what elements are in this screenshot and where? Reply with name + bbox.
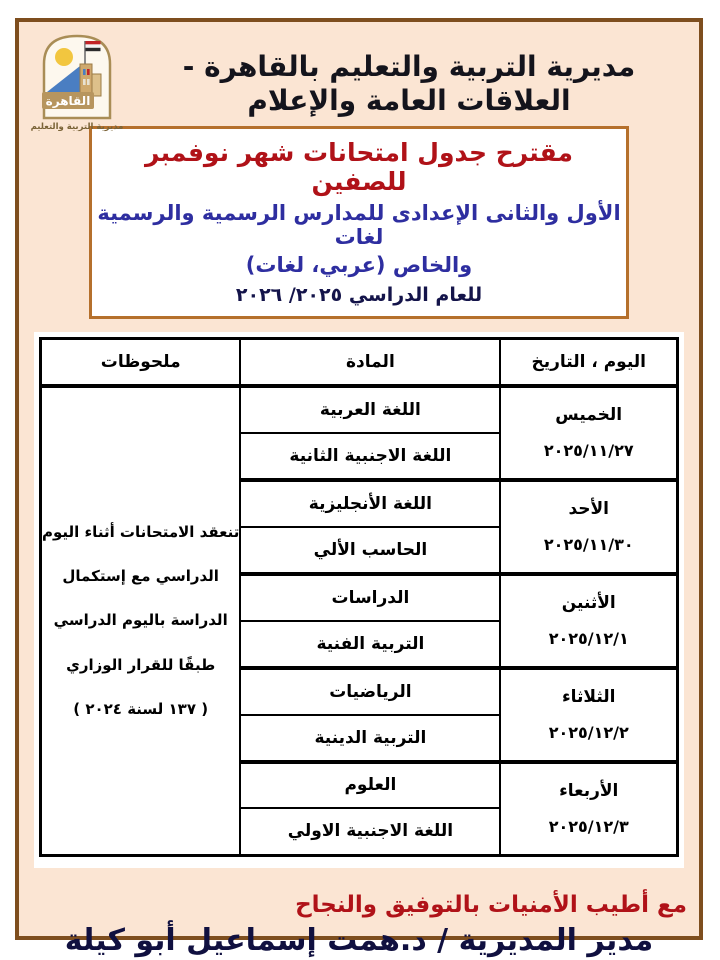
day-name: الأثنين [561, 593, 616, 614]
egypt-flag-icon [86, 41, 101, 51]
title-line-2: الأول والثانى الإعدادى للمدارس الرسمية والرسمية لغات [97, 201, 621, 249]
table-row [41, 386, 678, 433]
subject-cell: اللغة الأنجليزية [240, 480, 500, 527]
subject-cell: الدراسات [240, 574, 500, 621]
header [19, 22, 699, 132]
subject-cell: اللغة الاجنبية الثانية [240, 433, 500, 480]
title-line-1: مقترح جدول امتحانات شهر نوفمبر للصفين [145, 138, 573, 196]
cairo-directorate-logo [29, 28, 125, 132]
notes-line: الدراسي مع إستكمال [62, 567, 219, 586]
subject-cell: العلوم [240, 762, 500, 809]
subject-cell: اللغة العربية [240, 386, 500, 433]
notes-line: تنعقد الامتحانات أثناء اليوم [42, 522, 240, 541]
day-cell-wednesday [500, 762, 677, 856]
logo-caption: مديرية التربية والتعليم [30, 122, 124, 132]
day-date: ٢٠٢٥/١٢/٢ [548, 722, 629, 742]
day-cell-thursday [500, 386, 677, 480]
header-subject: المادة [240, 339, 500, 386]
header-notes: ملحوظات [41, 339, 241, 386]
logo-banner-text: القاهرة [45, 94, 91, 108]
cairo-logo-emblem-icon [34, 28, 120, 120]
exam-schedule-table [39, 337, 679, 857]
day-date: ٢٠٢٥/١١/٢٧ [543, 440, 634, 460]
subject-cell: اللغة الاجنبية الاولي [240, 808, 500, 855]
day-name: الأربعاء [559, 781, 619, 802]
footer-wishes: مع أطيب الأمنيات بالتوفيق والنجاح [295, 891, 687, 918]
title-line-3: والخاص (عربي، لغات) [245, 253, 473, 277]
day-name: الخميس [555, 405, 623, 426]
page-title: مديرية التربية والتعليم بالقاهرة - العلاقات العامة والإعلام [182, 50, 636, 117]
day-date: ٢٠٢٥/١٢/٣ [548, 816, 629, 836]
title-line-academic-year: للعام الدراسي ٢٠٢٥/ ٢٠٢٦ [235, 284, 483, 306]
day-date: ٢٠٢٥/١٢/١ [548, 628, 629, 648]
subject-cell: الرياضيات [240, 668, 500, 715]
table-container [34, 332, 684, 868]
subject-cell: التربية الفنية [240, 621, 500, 668]
subject-cell: التربية الدينية [240, 715, 500, 762]
notes-line: الدراسة باليوم الدراسي [53, 611, 228, 630]
notes-cell [41, 386, 241, 856]
notes-line: طبقًا للقرار الوزاري [66, 655, 216, 674]
day-cell-tuesday [500, 668, 677, 762]
document-frame [15, 18, 703, 958]
header-day-date: اليوم ، التاريخ [500, 339, 677, 386]
day-cell-sunday [500, 480, 677, 574]
day-name: الأحد [568, 499, 609, 520]
exam-title-box [89, 126, 629, 319]
day-name: الثلاثاء [561, 687, 616, 708]
day-cell-monday [500, 574, 677, 668]
footer-signature: مدير المديرية / د.همت إسماعيل أبو كيلة [64, 922, 654, 958]
table-header-row [41, 339, 678, 386]
sun-icon [55, 48, 73, 66]
notes-line: ( ١٣٧ لسنة ٢٠٢٤ ) [73, 699, 209, 718]
day-date: ٢٠٢٥/١١/٣٠ [543, 534, 634, 554]
subject-cell: الحاسب الألي [240, 527, 500, 574]
